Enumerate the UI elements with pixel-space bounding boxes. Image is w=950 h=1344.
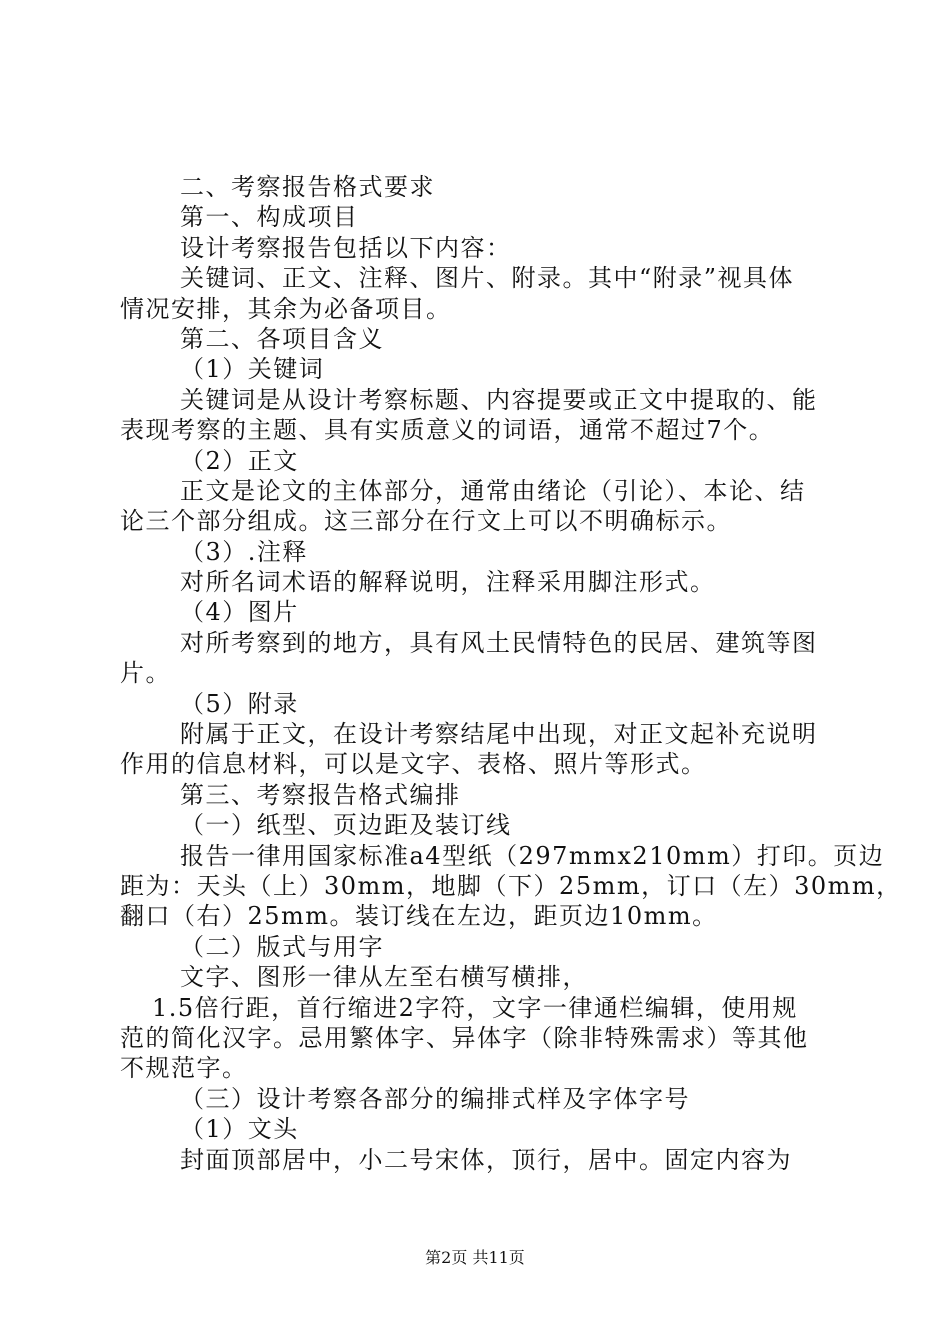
paragraph-line: 论三个部分组成。这三部分在行文上可以不明确标示。 (120, 507, 732, 536)
item-heading: （一）纸型、页边距及装订线 (180, 811, 512, 840)
paragraph-line: 片。 (120, 659, 171, 688)
paragraph-line: 作用的信息材料，可以是文字、表格、照片等形式。 (120, 750, 707, 779)
paragraph-line: 翻口（右）25mm。装订线在左边，距页边10mm。 (120, 902, 718, 931)
item-heading: （2）正文 (180, 446, 299, 475)
paragraph-line: 对所考察到的地方，具有风土民情特色的民居、建筑等图 (180, 628, 818, 657)
paragraph-line: 附属于正文，在设计考察结尾中出现，对正文起补充说明 (180, 720, 818, 749)
paragraph-line: 封面顶部居中，小二号宋体，顶行，居中。固定内容为 (180, 1145, 792, 1174)
paragraph-line: 设计考察报告包括以下内容： (180, 233, 512, 262)
subsection-heading: 第一、构成项目 (180, 203, 359, 232)
item-heading: （3）.注释 (180, 537, 308, 566)
subsection-heading: 第三、考察报告格式编排 (180, 780, 461, 809)
item-heading: （1）关键词 (180, 355, 325, 384)
paragraph-line: 正文是论文的主体部分，通常由绪论（引论）、本论、结 (180, 476, 806, 505)
item-heading: （5）附录 (180, 689, 299, 718)
paragraph-line: 对所名词术语的解释说明，注释采用脚注形式。 (180, 568, 716, 597)
document-body (120, 172, 902, 1175)
paragraph-line: 关键词是从设计考察标题、内容提要或正文中提取的、能 (180, 385, 818, 414)
paragraph-line: 情况安排，其余为必备项目。 (120, 294, 452, 323)
paragraph-line: 表现考察的主题、具有实质意义的词语，通常不超过7个。 (120, 416, 775, 445)
paragraph-line: 不规范字。 (120, 1054, 248, 1083)
section-heading: 二、考察报告格式要求 (180, 173, 435, 201)
paragraph-line: 距为：天头（上）30mm，地脚（下）25mm，订口（左）30mm， (120, 871, 902, 900)
item-heading: （二）版式与用字 (180, 932, 384, 961)
subsection-heading: 第二、各项目含义 (180, 324, 384, 353)
page-number-footer: 第2页 共11页 (425, 1248, 525, 1267)
paragraph-line: 1.5倍行距，首行缩进2字符，文字一律通栏编辑，使用规 (152, 993, 798, 1022)
paragraph-line: 关键词、正文、注释、图片、附录。其中“附录”视具体 (180, 264, 795, 293)
item-heading: （三）设计考察各部分的编排式样及字体字号 (180, 1084, 690, 1113)
item-heading: （4）图片 (180, 598, 299, 627)
item-heading: （1）文头 (180, 1115, 299, 1144)
paragraph-line: 报告一律用国家标准a4型纸（297mmx210mm）打印。页边 (180, 841, 885, 870)
paragraph-line: 范的简化汉字。忌用繁体字、异体字（除非特殊需求）等其他 (120, 1023, 809, 1052)
paragraph-line: 文字、图形一律从左至右横写横排， (180, 963, 588, 992)
